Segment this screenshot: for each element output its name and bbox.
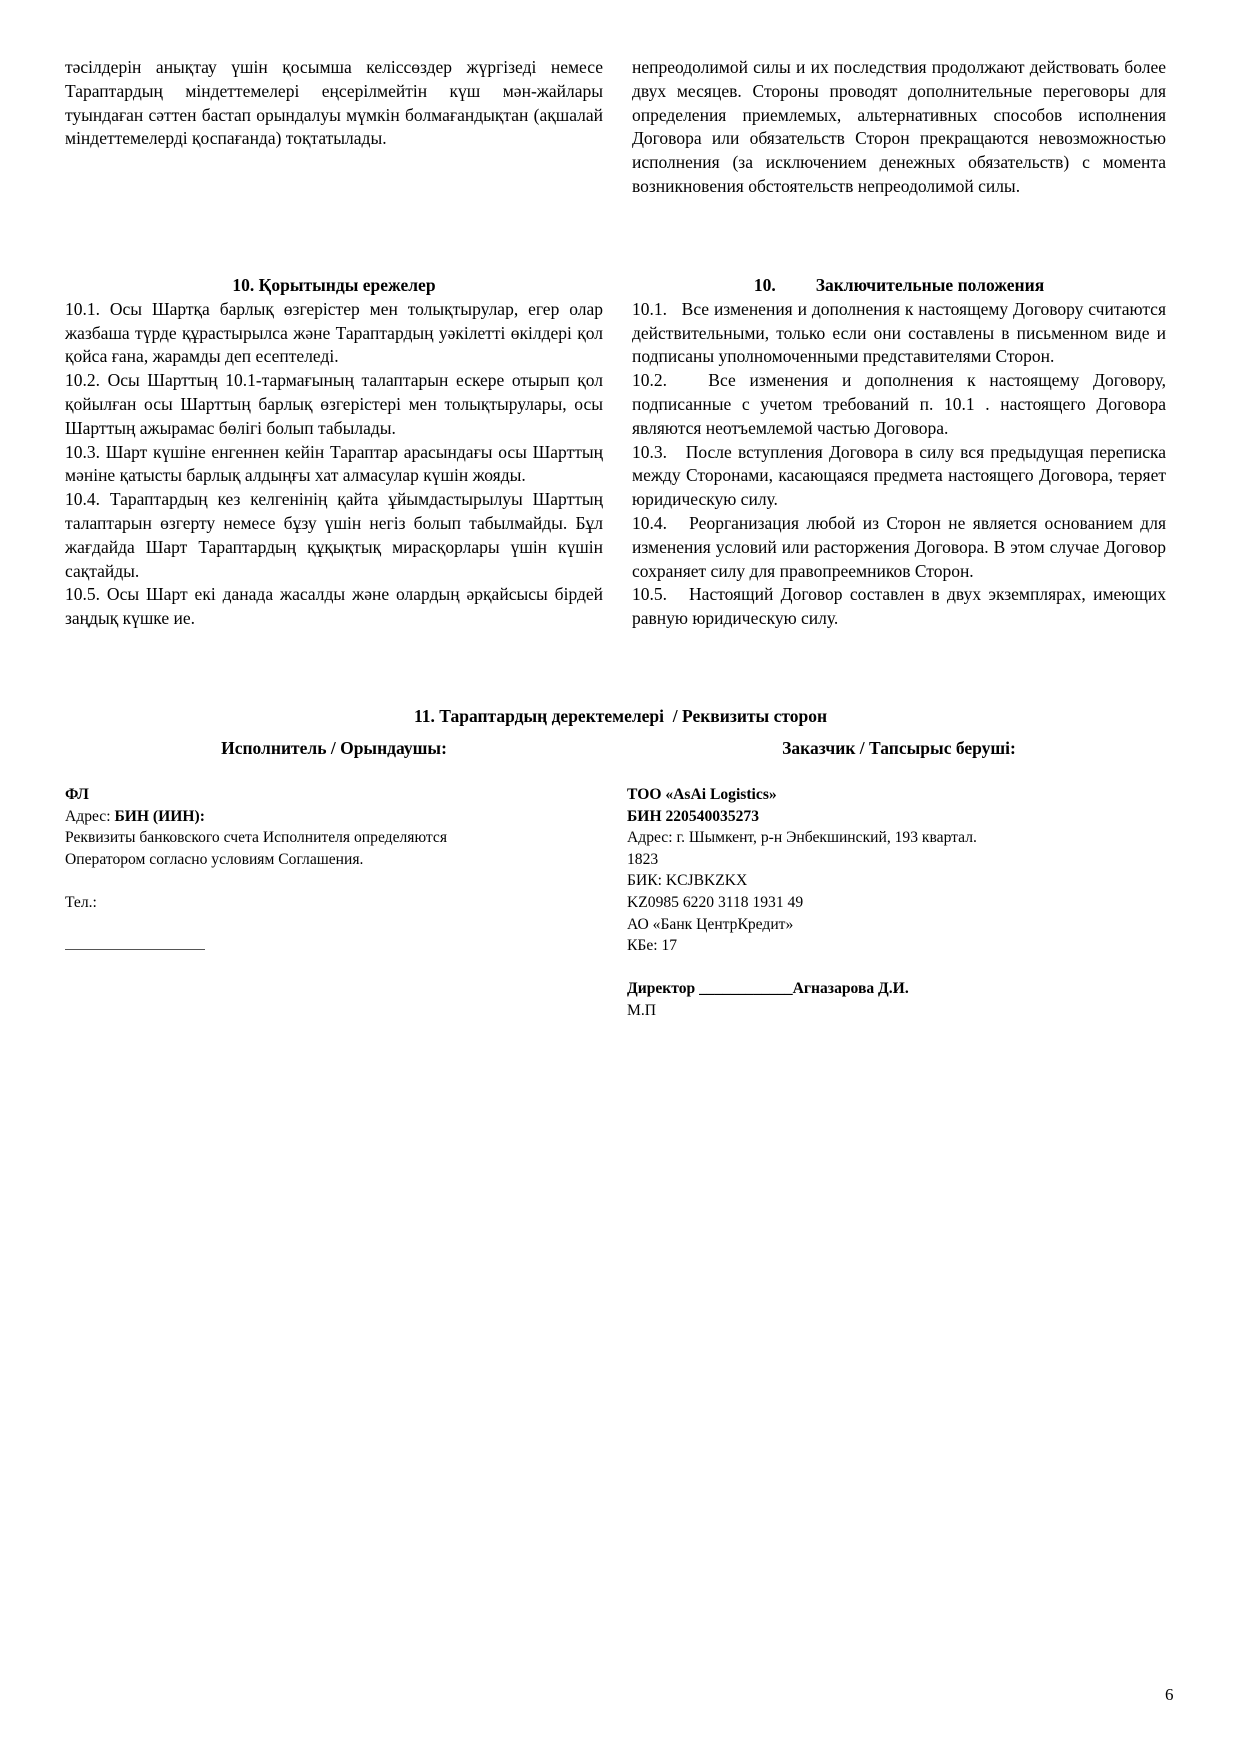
phone-label: Тел.:	[65, 893, 97, 911]
section-number: 10.	[753, 275, 776, 295]
section-title-kk: 10. Қорытынды ережелер	[232, 275, 436, 295]
customer-kbe: КБе: 17	[627, 937, 678, 955]
spacer	[65, 870, 585, 892]
final-provisions-kk	[65, 274, 603, 631]
customer-bin: БИН 220540035273	[627, 807, 760, 825]
spacer	[65, 914, 585, 936]
customer-name: ТОО «AsAi Logistics»	[627, 786, 777, 803]
clause-10-2-kk: 10.2. Осы Шарттың 10.1-тармағының талаптарын ескере отырып қол қойылған осы Шарттың барлық өзгерістері мен толықтырулары, осы Шарттың ажырамас бөлігі болып табылады.	[65, 370, 603, 438]
customer-bik: БИК: KCJBKZKX	[627, 872, 748, 890]
customer-details	[627, 784, 1167, 1022]
paragraph: тәсілдерін анықтау үшін қосымша келіссөздер жүргізеді немесе Тараптардың міндеттемелері еңсерілмейтін күш мән-жайлары туындаған сәттен бастап орындалуы мүмкін болмағандықтан (ақшалай міндеттемелерді қоспағанда) тоқтатылады.	[65, 57, 603, 149]
customer-signature: Директор ____________Агназарова Д.И.	[627, 980, 909, 998]
final-provisions-ru	[632, 274, 1171, 631]
spacer	[627, 957, 1167, 979]
customer-address-cont: 1823	[627, 850, 659, 868]
clause-10-1-kk: 10.1. Осы Шартқа барлық өзгерістер мен толықтырулар, егер олар жазбаша түрде құрастырылса және Тараптардың уәкілетті өкілдері қол қойса ғана, жарамды деп есептеледі.	[65, 298, 603, 367]
clause-10-5-ru: 10.5. Настоящий Договор составлен в двух экземплярах, имеющих равную юридическую силу.	[632, 584, 1171, 629]
customer-address: Адрес: г. Шымкент, р-н Энбекшинский, 193 квартал.	[627, 829, 977, 847]
customer-bank: АО «Банк ЦентрКредит»	[627, 915, 794, 933]
bank-note-line-2: Оператором согласно условиям Соглашения.	[65, 850, 364, 868]
section-title-ru	[632, 274, 1166, 298]
customer-iban: KZ0985 6220 3118 1931 49	[627, 893, 804, 911]
executor-address-line	[65, 806, 585, 828]
section-title-text: Заключительные положения	[815, 275, 1045, 295]
clause-10-4-ru: 10.4. Реорганизация любой из Сторон не является основанием для изменения условий или расторжения Договора. В этом случае Договор сохраняет силу для правопреемников Сторон.	[632, 512, 1171, 581]
customer-heading: Заказчик / Тапсырыс беруші:	[782, 738, 1016, 758]
executor-type: ФЛ	[65, 786, 89, 803]
signature-line	[65, 935, 585, 957]
bank-note-line-1: Реквизиты банковского счета Исполнителя определяются	[65, 829, 448, 847]
prev-section-kk-tail	[65, 56, 603, 151]
prev-section-ru-tail	[632, 56, 1166, 199]
stamp-label: М.П	[627, 1001, 657, 1019]
clause-10-5-kk: 10.5. Осы Шарт екі данада жасалды және олардың әрқайсысы бірдей заңдық күшке ие.	[65, 584, 603, 629]
address-label: Адрес:	[65, 807, 115, 825]
executor-details	[65, 784, 585, 957]
paragraph: непреодолимой силы и их последствия продолжают действовать более двух месяцев. Стороны проводят дополнительные переговоры для определения приемлемых, альтернативных способов исполнения Договора или обязательств Сторон прекращаются невозможностью исполнения (за исключением денежных обязательств) с момента возникновения обстоятельств непреодолимой силы.	[632, 57, 1166, 196]
signature-underline	[65, 935, 205, 950]
page-number: 6	[1165, 1685, 1174, 1704]
clause-10-1-ru: 10.1. Все изменения и дополнения к настоящему Договору считаются действительными, только если они составлены в письменном виде и подписаны уполномоченными представителями Сторон.	[632, 298, 1171, 367]
clause-10-3-kk: 10.3. Шарт күшіне енгеннен кейін Тараптар арасындағы осы Шарттың мәніне қатысты барлық алдыңғы хат алмасулар күшін жояды.	[65, 441, 603, 486]
requisites-title: 11. Тараптардың деректемелері / Реквизиты сторон	[413, 706, 828, 726]
clause-10-4-kk: 10.4. Тараптардың кез келгенінің қайта ұйымдастырылуы Шарттың талаптарын өзгерту немесе бұзу үшін негіз болып табылмайды. Бұл жағдайда Шарт Тараптардың құқықтық мирасқорлары үшін күшін сақтайды.	[65, 489, 603, 581]
clause-10-3-ru: 10.3. После вступления Договора в силу вся предыдущая переписка между Сторонами, касающаяся предмета настоящего Договора, теряет юридическую силу.	[632, 441, 1171, 510]
executor-heading: Исполнитель / Орындаушы:	[221, 738, 447, 758]
bin-label: БИН (ИИН):	[114, 807, 205, 825]
clause-10-2-ru: 10.2. Все изменения и дополнения к настоящему Договору, подписанные с учетом требований п. 10.1 . настоящего Договора являются неотъемлемой частью Договора.	[632, 370, 1171, 438]
